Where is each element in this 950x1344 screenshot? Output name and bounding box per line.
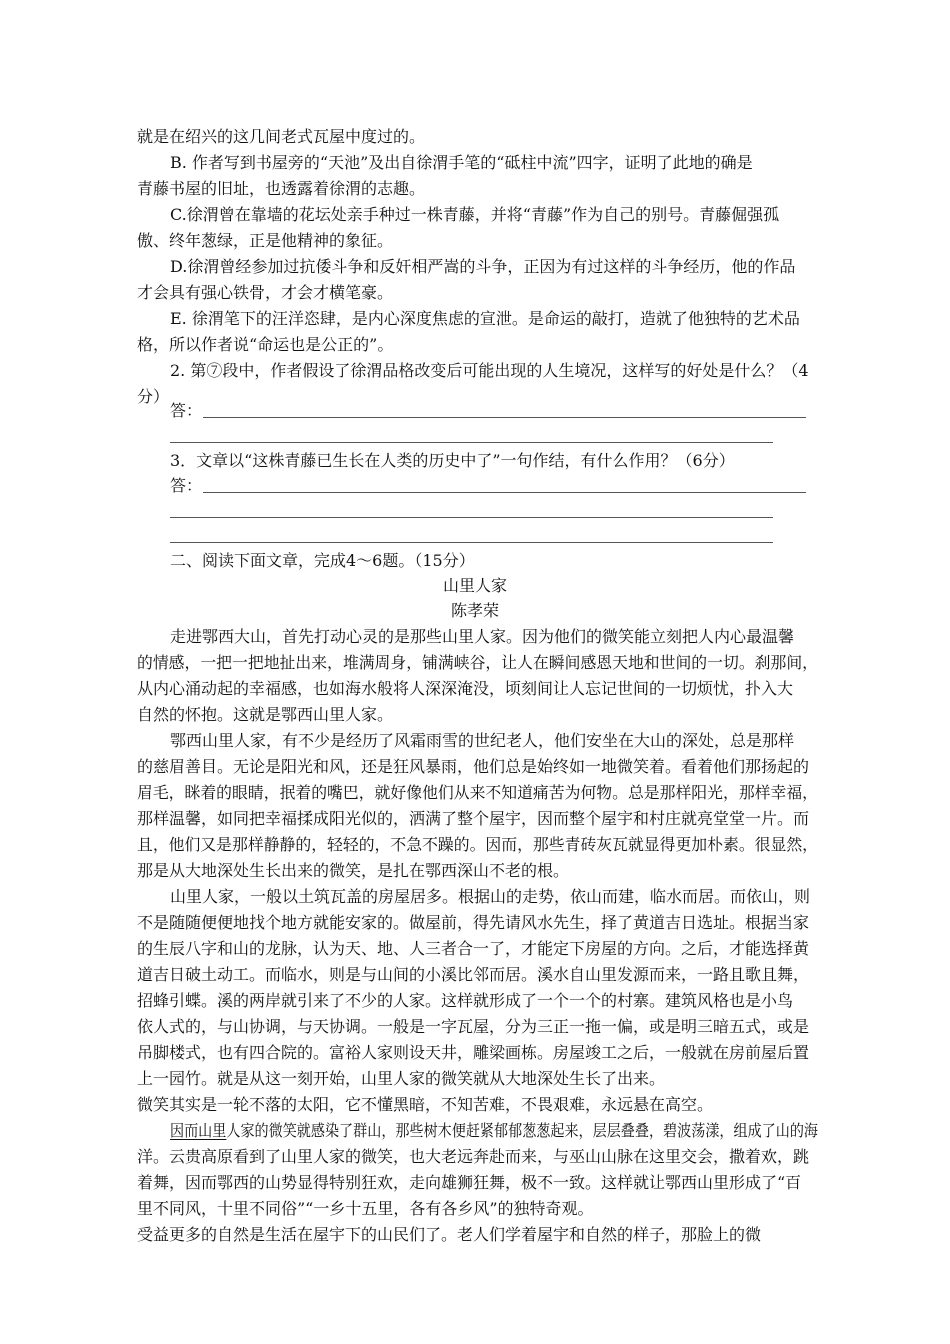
paragraph-line: 招蜂引蝶。溪的两岸就引来了不少的人家。这样就形成了一个一个的村寨。建筑风格也是小鸟 xyxy=(137,991,794,1010)
answer-line xyxy=(203,492,806,493)
paragraph-line: 从内心涌动起的幸福感，也如海水般将人深深淹没，顷刻间让人忘记世间的一切烦忧，扑入大 xyxy=(137,679,794,698)
paragraph-line: 微笑其实是一轮不落的太阳，它不懂黑暗，不知苦难，不畏艰难，永远悬在高空。 xyxy=(137,1095,714,1114)
paragraph-line: 道吉日破土动工。而临水，则是与山间的小溪比邻而居。溪水自山里发源而来，一路且歌且舞， xyxy=(137,965,810,984)
paragraph-line xyxy=(170,1121,818,1141)
paragraph-line: 依人式的，与山协调，与天协调。一般是一字瓦屋，分为三正一拖一偏，或是明三暗五式，或是 xyxy=(137,1017,810,1036)
text-line: 才会具有强心铁骨，才会才横笔豪。 xyxy=(137,283,394,302)
paragraph-line: 里不同风，十里不同俗”“一乡十五里，各有各乡风”的独特奇观。 xyxy=(137,1199,594,1218)
paragraph-line: 的慈眉善目。无论是阳光和风，还是狂风暴雨，他们总是始终如一地微笑着。看着他们那扬起的 xyxy=(137,757,810,776)
answer-label: 答： xyxy=(170,401,203,420)
answer-line xyxy=(203,417,806,418)
option-c: C.徐渭曾在靠墙的花坛处亲手种过一株青藤，并将“青藤”作为自己的别号。青藤倔强孤 xyxy=(170,205,780,224)
paragraph-line: 山里人家，一般以土筑瓦盖的房屋居多。根据山的走势，依山而建，临水而居。而依山，则 xyxy=(170,887,811,906)
question-3: 3．文章以“这株青藤已生长在人类的历史中了”一句作结，有什么作用？（6分） xyxy=(170,451,735,470)
paragraph-line: 眉毛，眯着的眼睛，抿着的嘴巴，就好像他们从来不知道痛苦为何物。总是那样阳光，那样幸福， xyxy=(137,783,819,802)
paragraph-line: 且，他们又是那样静静的，轻轻的，不急不躁的。因而，那些青砖灰瓦就显得更加朴素。很显然， xyxy=(137,835,819,854)
paragraph-line: 的生辰八字和山的龙脉，认为天、地、人三者合一了，才能定下房屋的方向。之后，才能选择黄 xyxy=(137,939,810,958)
paragraph-line: 洋。云贵高原看到了山里人家的微笑，也大老远奔赴而来，与巫山山脉在这里交会，撒着欢，跳 xyxy=(137,1147,810,1166)
text-line: 青藤书屋的旧址，也透露着徐渭的志趣。 xyxy=(137,179,426,198)
paragraph-line: 着舞，因而鄂西的山势显得特别狂欢，走向雄狮狂舞，极不一致。这样就让鄂西山里形成了“百 xyxy=(137,1173,802,1192)
paragraph-line: 自然的怀抱。这就是鄂西山里人家。 xyxy=(137,705,394,724)
text-line: 分） xyxy=(137,387,170,406)
text-line: 傲、终年葱绿，正是他精神的象征。 xyxy=(137,231,394,250)
text-line: 就是在绍兴的这几间老式瓦屋中度过的。 xyxy=(137,127,426,146)
option-b: B. 作者写到书屋旁的“天池”及出自徐渭手笔的“砥柱中流”四字，证明了此地的确是 xyxy=(170,153,753,172)
option-e: E. 徐渭笔下的汪洋恣肆，是内心深度焦虑的宣泄。是命运的敲打，造就了他独特的艺术品 xyxy=(170,309,800,328)
paragraph-line: 受益更多的自然是生活在屋宇下的山民们了。老人们学着屋宇和自然的样子，那脸上的微 xyxy=(137,1225,762,1244)
paragraph-line: 上一园竹。就是从这一刻开始，山里人家的微笑就从大地深处生长了出来。 xyxy=(137,1069,666,1088)
article-author: 陈孝荣 xyxy=(450,601,499,620)
answer-line xyxy=(170,542,773,543)
paragraph-line: 不是随随便便地找个地方就能安家的。做屋前，得先请风水先生，择了黄道吉日选址。根据当家 xyxy=(137,913,810,932)
answer-line xyxy=(170,442,773,443)
paragraph-line: 鄂西山里人家，有不少是经历了风霜雨雪的世纪老人，他们安坐在大山的深处，总是那样 xyxy=(170,731,795,750)
paragraph-line: 吊脚楼式，也有四合院的。富裕人家则设天井，雕梁画栋。房屋竣工之后，一般就在房前屋后置 xyxy=(137,1043,810,1062)
paragraph-line: 那是从大地深处生长出来的微笑，是扎在鄂西深山不老的根。 xyxy=(137,861,570,880)
article-title: 山里人家 xyxy=(442,576,507,595)
question-2: 2. 第⑦段中，作者假设了徐渭品格改变后可能出现的人生境况，这样写的好处是什么？（4 xyxy=(170,361,809,380)
paragraph-line: 的情感，一把一把地扯出来，堆满周身，铺满峡谷，让人在瞬间感恩天地和世间的一切。刹那间， xyxy=(137,653,819,672)
underlined-sentence: 因而山里 xyxy=(170,1121,227,1140)
option-d: D.徐渭曾经参加过抗倭斗争和反奸相严嵩的斗争，正因为有过这样的斗争经历，他的作品 xyxy=(170,257,796,276)
text-run: 人家的微笑就感染了群山，那些树木便赶紧郁郁葱葱起来，层层叠叠，碧波荡漾，组成了山的海 xyxy=(226,1121,819,1140)
answer-label: 答： xyxy=(170,476,203,495)
answer-line xyxy=(170,517,773,518)
paragraph-line: 走进鄂西大山，首先打动心灵的是那些山里人家。因为他们的微笑能立刻把人内心最温馨 xyxy=(170,627,795,646)
text-line: 格，所以作者说“命运也是公正的”。 xyxy=(137,335,394,354)
section-heading: 二、阅读下面文章，完成4～6题。（15分） xyxy=(170,551,475,570)
paragraph-line: 那样温馨，如同把幸福揉成阳光似的，洒满了整个屋宇，因而整个屋宇和村庄就亮堂堂一片。而 xyxy=(137,809,810,828)
